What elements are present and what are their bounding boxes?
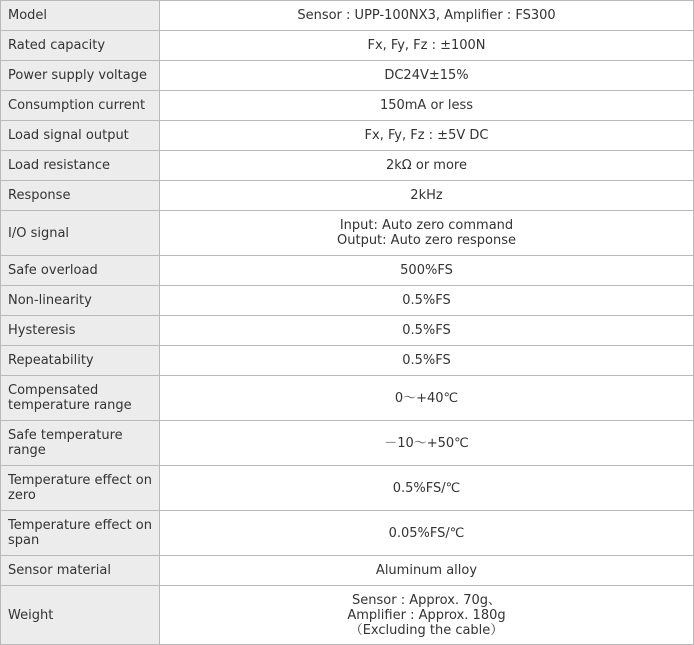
row-label-temperature-effect-on-zero: Temperature effect on zero	[1, 466, 160, 511]
row-label-temperature-effect-on-span: Temperature effect on span	[1, 511, 160, 556]
table-row	[1, 586, 694, 645]
row-value-safe-overload: 500%FS	[160, 256, 694, 286]
row-label-power-supply-voltage: Power supply voltage	[1, 61, 160, 91]
row-label-weight: Weight	[1, 586, 160, 645]
row-value-repeatability: 0.5%FS	[160, 346, 694, 376]
table-row	[1, 151, 694, 181]
table-row	[1, 121, 694, 151]
row-label-sensor-material: Sensor material	[1, 556, 160, 586]
table-row	[1, 211, 694, 256]
table-row	[1, 31, 694, 61]
table-row	[1, 466, 694, 511]
row-label-rated-capacity: Rated capacity	[1, 31, 160, 61]
row-label-hysteresis: Hysteresis	[1, 316, 160, 346]
row-value-io-signal: Input: Auto zero command Output: Auto zero response	[160, 211, 694, 256]
row-value-rated-capacity: Fx, Fy, Fz : ±100N	[160, 31, 694, 61]
row-label-response: Response	[1, 181, 160, 211]
table-row	[1, 316, 694, 346]
row-label-io-signal: I/O signal	[1, 211, 160, 256]
table-row	[1, 286, 694, 316]
row-value-safe-temperature-range: －10～+50℃	[160, 421, 694, 466]
row-value-compensated-temperature-range: 0～+40℃	[160, 376, 694, 421]
table-row	[1, 511, 694, 556]
row-label-model: Model	[1, 1, 160, 31]
row-value-load-resistance: 2kΩ or more	[160, 151, 694, 181]
table-row	[1, 556, 694, 586]
row-value-temperature-effect-on-span: 0.05%FS/℃	[160, 511, 694, 556]
table-row	[1, 181, 694, 211]
table-row	[1, 346, 694, 376]
row-label-safe-overload: Safe overload	[1, 256, 160, 286]
table-row	[1, 1, 694, 31]
row-value-temperature-effect-on-zero: 0.5%FS/℃	[160, 466, 694, 511]
row-value-model: Sensor : UPP-100NX3, Amplifier : FS300	[160, 1, 694, 31]
row-label-consumption-current: Consumption current	[1, 91, 160, 121]
row-label-compensated-temperature-range: Compensated temperature range	[1, 376, 160, 421]
row-label-repeatability: Repeatability	[1, 346, 160, 376]
row-value-response: 2kHz	[160, 181, 694, 211]
row-value-non-linearity: 0.5%FS	[160, 286, 694, 316]
row-label-safe-temperature-range: Safe temperature range	[1, 421, 160, 466]
table-row	[1, 376, 694, 421]
row-value-weight: Sensor : Approx. 70g、 Amplifier : Approx. 180g （Excluding the cable）	[160, 586, 694, 645]
row-label-load-signal-output: Load signal output	[1, 121, 160, 151]
row-value-sensor-material: Aluminum alloy	[160, 556, 694, 586]
row-label-non-linearity: Non-linearity	[1, 286, 160, 316]
table-row	[1, 91, 694, 121]
row-value-power-supply-voltage: DC24V±15%	[160, 61, 694, 91]
row-label-load-resistance: Load resistance	[1, 151, 160, 181]
table-row	[1, 421, 694, 466]
table-row	[1, 256, 694, 286]
row-value-hysteresis: 0.5%FS	[160, 316, 694, 346]
row-value-load-signal-output: Fx, Fy, Fz : ±5V DC	[160, 121, 694, 151]
table-row	[1, 61, 694, 91]
row-value-consumption-current: 150mA or less	[160, 91, 694, 121]
